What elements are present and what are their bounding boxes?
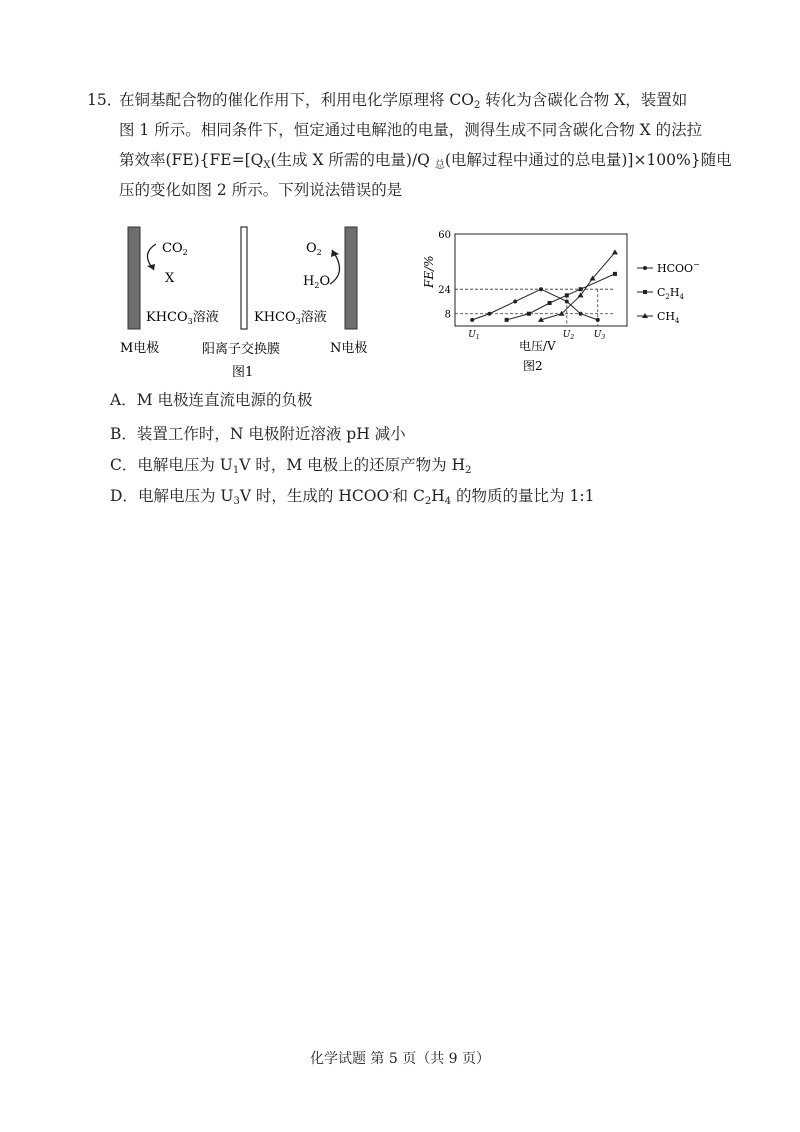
point-c2h4 bbox=[579, 287, 583, 291]
question-number: 15． bbox=[87, 91, 123, 109]
figure-1-electrolysis-cell bbox=[120, 222, 390, 382]
legend-marker-c2h4 bbox=[643, 290, 647, 294]
option-d: D．电解电压为 $U_3V$ 时，生成的 HCOO-和 $C_2H_4$ 的物质的量比为 1:1 bbox=[110, 487, 595, 507]
point-hcoo bbox=[579, 312, 583, 316]
o2-label: $O_2$ bbox=[306, 241, 322, 257]
option-c: C．电解电压为 $U_1V$ 时，M 电极上的还原产物为 $H_2$ bbox=[110, 456, 472, 476]
x-tick-U3: $U_3$ bbox=[593, 330, 606, 341]
figure-1-caption: 图1 bbox=[232, 365, 254, 380]
legend-label-1: $C_2H_4$ bbox=[657, 286, 684, 301]
point-c2h4 bbox=[527, 312, 531, 316]
y-tick-labels bbox=[438, 230, 451, 321]
x-axis-label: 电压/V bbox=[519, 339, 556, 353]
point-hcoo bbox=[565, 299, 569, 303]
co2-label: $CO_2$ bbox=[162, 241, 188, 257]
point-hcoo bbox=[539, 287, 543, 291]
stem-line-2: 图 1 所示。相同条件下，恒定通过电解池的电量，测得生成不同含碳化合物 X 的法拉 bbox=[119, 121, 703, 139]
y-tick-24: 24 bbox=[438, 285, 451, 297]
figure-1-svg bbox=[120, 222, 390, 382]
series-line-2 bbox=[541, 252, 615, 319]
x-label: X bbox=[165, 271, 175, 286]
point-hcoo bbox=[487, 312, 491, 316]
stem-line-3: 第效率$(FE)\{FE=[Q_X$(生成 X 所需的电量)/Q $_总$(电解过程中通过的总电量)]×100%}随电 bbox=[119, 151, 732, 171]
right-arrowhead bbox=[331, 250, 339, 257]
x-tick-U1: $U_1$ bbox=[468, 330, 480, 341]
option-a: A．M 电极连直流电源的负极 bbox=[110, 391, 313, 409]
stem-line-4: 压的变化如图 2 所示。下列说法错误的是 bbox=[119, 181, 403, 199]
figure-2-caption: 图2 bbox=[523, 359, 543, 373]
series-group bbox=[470, 249, 618, 321]
y-tick-60: 60 bbox=[438, 230, 451, 241]
membrane-label: 阳离子交换膜 bbox=[202, 342, 281, 357]
page-footer: 化学试题 第 5 页（共 9 页） bbox=[309, 1051, 491, 1067]
y-tick-8: 8 bbox=[444, 309, 451, 321]
legend-label-2: $CH_4$ bbox=[657, 310, 680, 325]
point-hcoo bbox=[513, 299, 517, 303]
right-solution-label: $KHCO_3$溶液 bbox=[254, 310, 327, 326]
n-electrode-label: N电极 bbox=[330, 341, 368, 356]
m-electrode bbox=[128, 227, 140, 329]
point-ch4 bbox=[612, 249, 618, 254]
point-c2h4 bbox=[565, 293, 569, 297]
y-axis-label: FE/% bbox=[422, 255, 436, 288]
option-b: B．装置工作时，N 电极附近溶液 pH 减小 bbox=[110, 425, 406, 443]
guide-lines bbox=[455, 289, 615, 326]
left-solution-label: $KHCO_3$溶液 bbox=[146, 310, 219, 326]
m-electrode-label: M电极 bbox=[120, 341, 160, 356]
point-c2h4 bbox=[505, 318, 509, 322]
legend bbox=[637, 260, 700, 325]
legend-marker-hcoo bbox=[643, 266, 647, 270]
figure-2-svg bbox=[415, 226, 715, 376]
point-c2h4 bbox=[548, 301, 552, 305]
n-electrode bbox=[345, 227, 357, 329]
figure-2-chart bbox=[415, 226, 715, 376]
stem-line-1: 在铜基配合物的催化作用下，利用电化学原理将 $CO_2$ 转化为含碳化合物 X，装置如 bbox=[119, 91, 688, 111]
legend-label-0: HCOO− bbox=[657, 260, 700, 275]
x-tick-U2: $U_2$ bbox=[562, 330, 575, 341]
point-hcoo bbox=[596, 318, 600, 322]
point-c2h4 bbox=[613, 272, 617, 276]
ion-exchange-membrane bbox=[241, 227, 247, 329]
left-arrowhead bbox=[147, 264, 155, 270]
h2o-label: $H_2O$ bbox=[303, 274, 331, 290]
point-hcoo bbox=[470, 318, 474, 322]
series-line-0 bbox=[472, 289, 598, 320]
